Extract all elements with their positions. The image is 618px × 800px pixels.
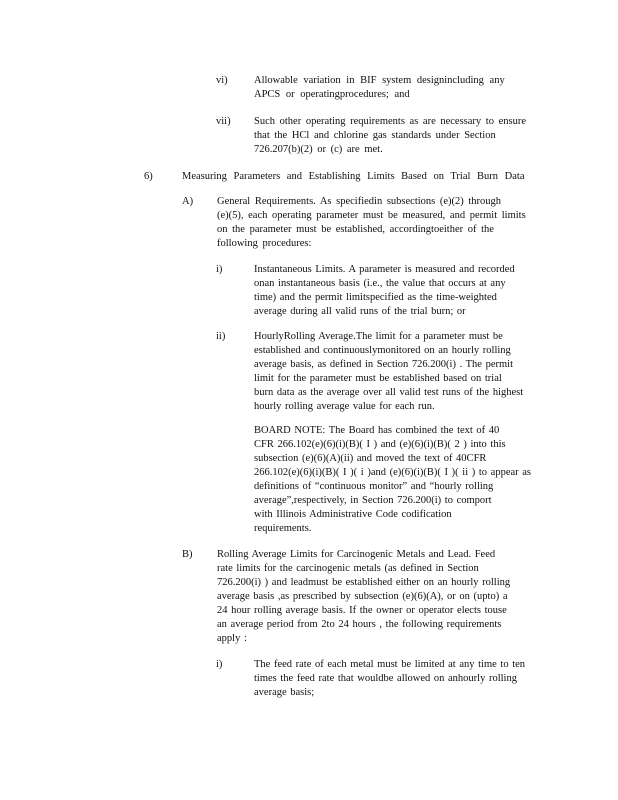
text-line: with Illinois Administrative Code codification	[254, 509, 452, 520]
subsection-a-text	[217, 195, 562, 251]
text-line: definitions of “continuous monitor” and “hourly rolling	[254, 481, 494, 492]
item-marker-vi: vi)	[216, 75, 228, 86]
text-line: an average period from 2to 24 hours , the following requirements	[217, 619, 502, 630]
text-line: average basis ,as prescribed by subsection (e)(6)(A), or on (upto) a	[217, 591, 508, 602]
text-line: average during all valid runs of the trial burn; or	[254, 306, 466, 317]
text-line: CFR 266.102(e)(6)(i)(B)( I ) and (e)(6)(i)(B)( 2 ) into this	[254, 439, 506, 450]
text-line: Allowable variation in BIF system designincluding any	[254, 75, 505, 86]
text-line: General Requirements. As specifiedin subsections (e)(2) through	[217, 196, 502, 207]
item-vii-text	[254, 115, 554, 157]
text-line: Such other operating requirements as are necessary to ensure	[254, 116, 526, 127]
text-line: The feed rate of each metal must be limited at any time to ten	[254, 659, 526, 670]
item-b-i-text	[254, 658, 554, 700]
text-line: following procedures:	[217, 238, 312, 249]
text-line: (e)(5), each operating parameter must be measured, and permit limits	[217, 210, 526, 221]
text-line: hourly rolling average value for each run.	[254, 401, 435, 412]
text-line: average basis;	[254, 687, 315, 698]
text-line: 726.207(b)(2) or (c) are met.	[254, 144, 383, 155]
subsection-marker-a: A)	[182, 196, 194, 207]
text-line: HourlyRolling Average.The limit for a parameter must be	[254, 331, 503, 342]
section-6-heading: Measuring Parameters and Establishing Limits Based on Trial Burn Data	[182, 171, 525, 182]
text-line: APCS or operatingprocedures; and	[254, 89, 410, 100]
text-line: time) and the permit limitspecified as the time-weighted	[254, 292, 497, 303]
text-line: on the parameter must be established, accordingtoeither of the	[217, 224, 494, 235]
item-a-i-text	[254, 263, 554, 319]
text-line: requirements.	[254, 523, 312, 534]
text-line: Instantaneous Limits. A parameter is measured and recorded	[254, 264, 515, 275]
item-vi-text	[254, 74, 554, 102]
text-line: 24 hour rolling average basis. If the owner or operator elects touse	[217, 605, 507, 616]
text-line: subsection (e)(6)(A)(ii) and moved the text of 40CFR	[254, 453, 487, 464]
text-line: Rolling Average Limits for Carcinogenic Metals and Lead. Feed	[217, 549, 496, 560]
subsection-b-text	[217, 548, 562, 646]
text-line: average basis, as defined in Section 726.200(i) . The permit	[254, 359, 513, 370]
item-a-ii-text	[254, 330, 554, 414]
text-line: apply :	[217, 633, 247, 644]
board-note	[254, 424, 554, 536]
item-marker-vii: vii)	[216, 116, 231, 127]
subsection-marker-b: B)	[182, 549, 193, 560]
text-line: limit for the parameter must be established based on trial	[254, 373, 502, 384]
text-line: onan instantaneous basis (i.e., the value that occurs at any	[254, 278, 506, 289]
text-line: average”,respectively, in Section 726.200(i) to comport	[254, 495, 492, 506]
section-marker-6: 6)	[144, 171, 153, 182]
text-line: times the feed rate that wouldbe allowed on anhourly rolling	[254, 673, 517, 684]
text-line: BOARD NOTE: The Board has combined the text of 40	[254, 425, 500, 436]
item-marker-b-i: i)	[216, 659, 223, 670]
item-marker-a-i: i)	[216, 264, 223, 275]
text-line: established and continuouslymonitored on an hourly rolling	[254, 345, 511, 356]
text-line: 266.102(e)(6)(i)(B)( I )( i )and (e)(6)(i)(B)( I )( ii ) to appear as	[254, 467, 532, 478]
text-line: burn data as the average over all valid test runs of the highest	[254, 387, 524, 398]
text-line: 726.200(i) ) and leadmust be established either on an hourly rolling	[217, 577, 511, 588]
text-line: rate limits for the carcinogenic metals (as defined in Section	[217, 563, 479, 574]
text-line: that the HCl and chlorine gas standards under Section	[254, 130, 496, 141]
item-marker-a-ii: ii)	[216, 331, 226, 342]
